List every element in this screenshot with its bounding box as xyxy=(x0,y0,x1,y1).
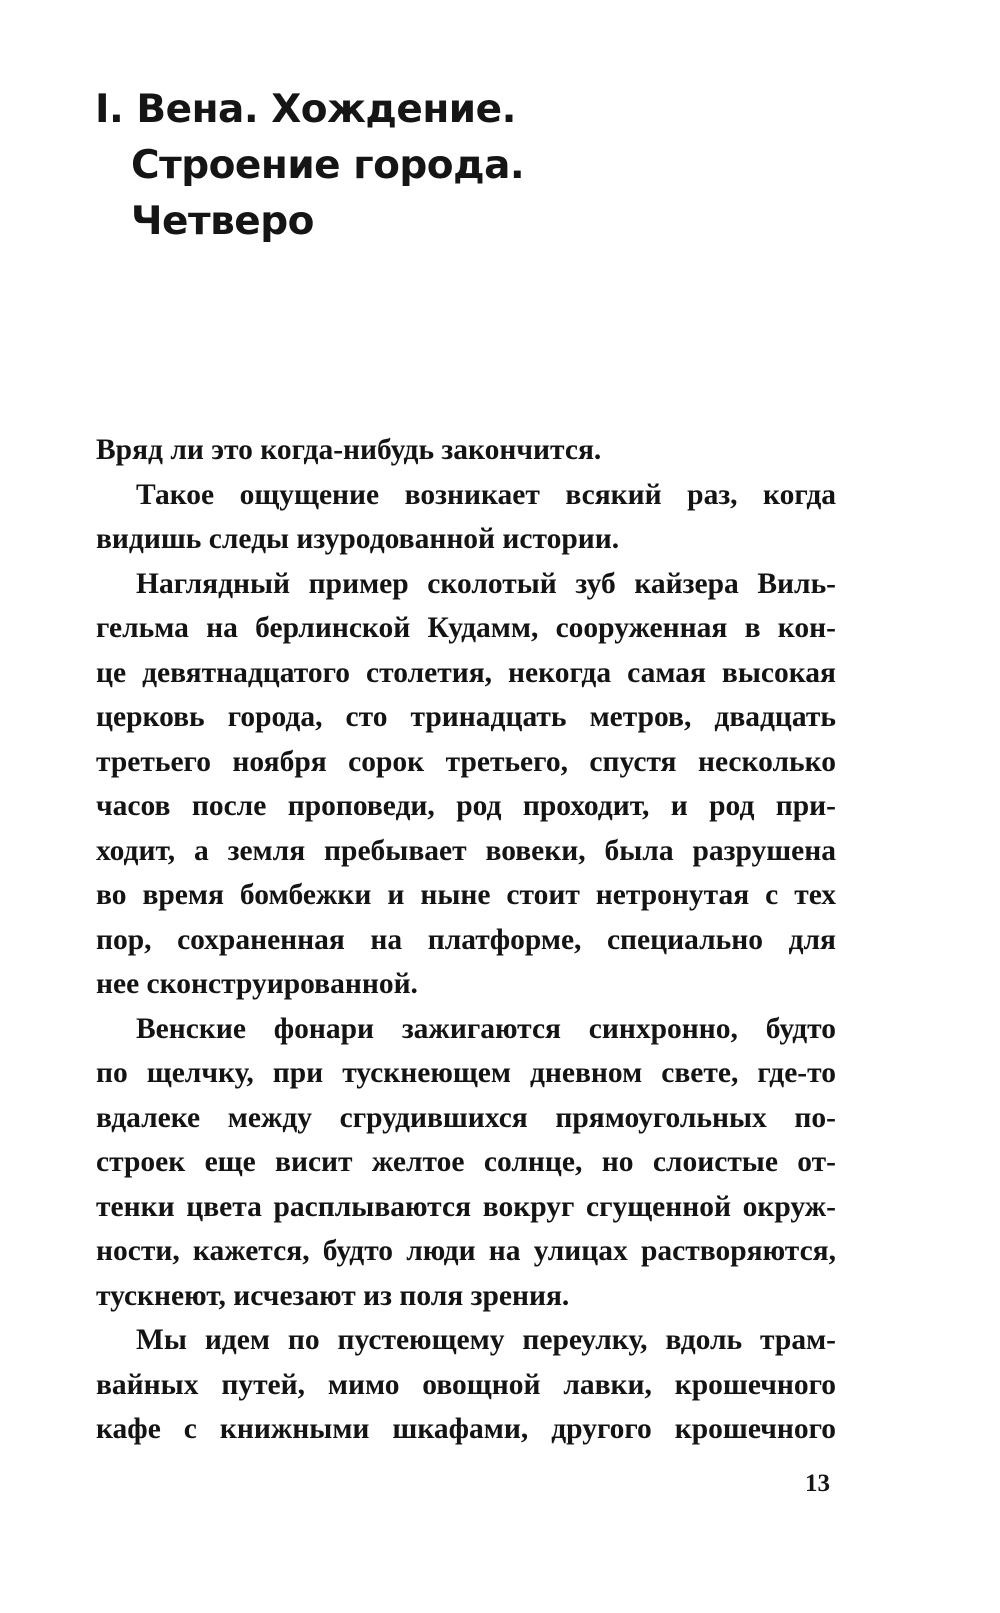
text-line: нее сконструированной. xyxy=(96,968,418,1000)
body-text xyxy=(96,428,836,1452)
chapter-title-line: Четверо xyxy=(131,199,314,244)
text-line: церковь города, сто тринадцать метров, двадцать xyxy=(96,701,836,733)
text-line: пор, сохраненная на платформе, специально для xyxy=(96,923,836,956)
page-number: 13 xyxy=(805,1470,830,1497)
text-line: Наглядный пример сколотый зуб кайзера Виль- xyxy=(136,567,836,600)
text-line: кафе с книжными шкафами, другого крошечного xyxy=(96,1413,836,1445)
text-line: Венские фонари зажигаются синхронно, будто xyxy=(136,1012,836,1045)
text-line: тенки цвета расплываются вокруг сгущенной окруж- xyxy=(96,1190,836,1223)
text-line: це девятнадцатого столетия, некогда самая высокая xyxy=(96,656,836,689)
text-line: строек еще висит желтое солнце, но слоистые от- xyxy=(96,1146,836,1178)
text-line: ходит, а земля пребывает вовеки, была разрушена xyxy=(96,834,836,867)
text-line: ности, кажется, будто люди на улицах растворяются, xyxy=(96,1235,836,1267)
chapter-title xyxy=(95,82,524,250)
text-line: Мы идем по пустеющему переулку, вдоль трам- xyxy=(136,1324,836,1356)
text-line: по щелчку, при тускнеющем дневном свете, где-то xyxy=(96,1057,836,1089)
text-line: Такое ощущение возникает всякий раз, когда xyxy=(136,478,836,511)
chapter-title-line: I. Вена. Хождение. xyxy=(95,87,516,132)
text-line: во время бомбежки и ныне стоит нетронутая с тех xyxy=(96,879,836,911)
text-line: Вряд ли это когда-нибудь закончится. xyxy=(96,434,602,466)
text-line: третьего ноября сорок третьего, спустя несколько xyxy=(96,745,836,778)
text-line: видишь следы изуродованной истории. xyxy=(96,523,620,555)
text-line: часов после проповеди, род проходит, и род при- xyxy=(96,790,836,822)
chapter-title-line: Строение города. xyxy=(131,143,525,188)
text-line: гельма на берлинской Кудамм, сооруженная в кон- xyxy=(96,612,836,644)
text-line: вайных путей, мимо овощной лавки, крошечного xyxy=(96,1368,836,1401)
text-line: вдалеке между сгрудившихся прямоугольных по- xyxy=(96,1101,836,1134)
text-line: тускнеют, исчезают из поля зрения. xyxy=(96,1279,570,1312)
